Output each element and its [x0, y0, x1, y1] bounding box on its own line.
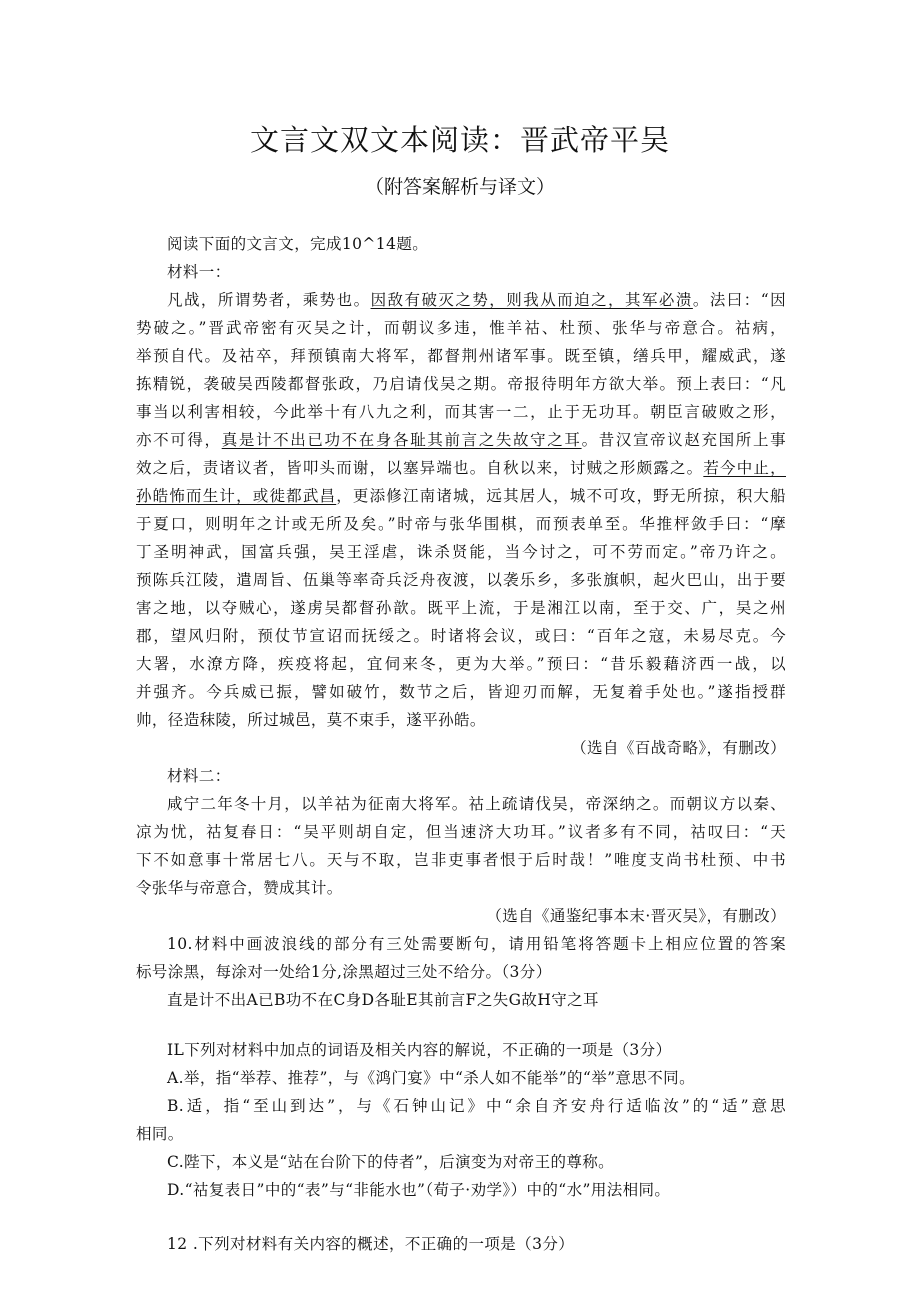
material2-line: 咸宁二年冬十月，以羊祜为征南大将军。祜上疏请伐吴，帝深纳之。而朝议方以秦、: [167, 795, 786, 813]
material1-line: 亦不可得，真是计不出已功不在身各耻其前言之失故守之耳。昔汉宣帝议赵充国所上事: [136, 431, 786, 449]
material1-line: 于夏口，则明年之计或无所及矣。”时帝与张华围棋，而预表单至。华推枰敛手曰：“摩: [136, 515, 786, 533]
q12-stem: 12 .下列对材料有关内容的概述，不正确的一项是（3分）: [167, 1235, 575, 1253]
page-title: 文言文双文本阅读：晋武帝平吴: [249, 123, 670, 157]
material2-line: 凉为忧，祜复春日：“吴平则胡自定，但当速济大功耳。”议者多有不同，祜叹曰：“天: [136, 823, 786, 841]
material1-line: 拣精锐，袭破吴西陵都督张政，乃启请伐吴之期。帝报待明年方欲大举。预上表曰：“凡: [136, 375, 786, 393]
material2-line: 下不如意事十常居七八。天与不取，岂非吏事者恨于后时哉！”唯度支尚书杜预、中书: [136, 851, 786, 869]
q11-option-d: D.“祜复表日”中的“表”与“非能水也”（荀子·劝学》）中的“水”用法相同。: [167, 1181, 671, 1199]
material1-line: 大署，水潦方降，疾疫将起，宜伺来冬，更为大举。”预曰：“昔乐毅藉济西一战，以: [136, 655, 786, 673]
material1-line: 并强齐。今兵威已振，譬如破竹，数节之后，皆迎刃而解，无复着手处也。”遂指授群: [136, 683, 786, 701]
underlined-sentence: 孙皓怖而生计，或徙都武昌: [136, 487, 337, 505]
material2-source: （选自《通鉴纪事本末·晋灭吴》，有删改）: [486, 907, 786, 925]
q10-stem: 10.材料中画波浪线的部分有三处需要断句，请用铅笔将答题卡上相应位置的答案: [167, 935, 786, 953]
q10-options: 直是计不出A已B功不在C身D各耻E其前言F之失G故H守之耳: [167, 991, 599, 1009]
page-subtitle: （附答案解析与译文）: [364, 176, 555, 198]
wavy-line-sentence: 真是计不出已功不在身各耻其前言之失故守之耳: [221, 431, 582, 449]
material1-label: 材料一：: [167, 263, 231, 281]
q11-stem: IL下列对材料中加点的词语及相关内容的解说，不正确的一项是（3分）: [167, 1041, 672, 1059]
material1-line: 丁圣明神武，国富兵强，吴王淫虐，诛杀贤能，当今讨之，可不劳而定。”帝乃许之。: [136, 543, 786, 561]
material2-label: 材料二：: [167, 767, 231, 785]
material1-line: 事当以利害相较，今此举十有八九之利，而其害一二，止于无功耳。朝臣言破败之形，: [136, 403, 786, 421]
q11-option-b: B.适，指“至山到达”，与《石钟山记》中“余自齐安舟行适临汝”的“适”意思: [167, 1097, 786, 1115]
material1-line: 效之后，责诸议者，皆叩头而谢，以塞异端也。自秋以来，讨贼之形颇露之。若今中止，: [136, 459, 786, 477]
q10-stem: 标号涂黑，每涂对一处给1分,涂黑超过三处不给分。（3分）: [136, 963, 552, 981]
material1-line: 凡战，所谓势者，乘势也。因敌有破灭之势，则我从而迫之，其军必溃。法曰：“因: [167, 291, 786, 309]
underlined-sentence: 若今中止，: [703, 459, 786, 477]
q11-option-c: C.陛下，本义是“站在台阶下的侍者”，后演变为对帝王的尊称。: [167, 1153, 615, 1171]
material1-line: 害之地，以夺贼心，遂虏吴都督孙歆。既平上流，于是湘江以南，至于交、广，吴之州: [136, 599, 786, 617]
underlined-sentence: 因敌有破灭之势，则我从而迫之，其军必溃: [370, 291, 693, 309]
material1-line: 孙皓怖而生计，或徙都武昌，更添修江南诸城，远其居人，城不可攻，野无所掠，积大船: [136, 487, 786, 505]
material1-line: 帅，径造秣陵，所过城邑，莫不束手，遂平孙皓。: [136, 711, 486, 729]
material1-source: （选自《百战奇略》，有删改）: [571, 739, 786, 757]
material1-line: 郡，望风归附，预仗节宣诏而抚绥之。时诸将会议，或曰：“百年之寇，未易尽克。今: [136, 627, 786, 645]
material1-line: 势破之。”晋武帝密有灭吴之计，而朝议多违，惟羊祜、杜预、张华与帝意合。祜病，: [136, 319, 786, 337]
material1-line: 预陈兵江陵，遣周旨、伍巢等率奇兵泛舟夜渡，以袭乐乡，多张旗帜，起火巴山，出于要: [136, 571, 786, 589]
material1-line: 举预自代。及祜卒，拜预镇南大将军，都督荆州诸军事。既至镇，缮兵甲，耀威武，遂: [136, 347, 786, 365]
material2-line: 令张华与帝意合，赞成其计。: [136, 879, 343, 897]
q11-option-b-cont: 相同。: [136, 1125, 184, 1143]
q11-option-a: A.举，指“举荐、推荐”，与《鸿门宴》中“杀人如不能举”的“举”意思不同。: [167, 1069, 695, 1087]
intro-line: 阅读下面的文言文，完成10^14题。: [167, 235, 429, 253]
